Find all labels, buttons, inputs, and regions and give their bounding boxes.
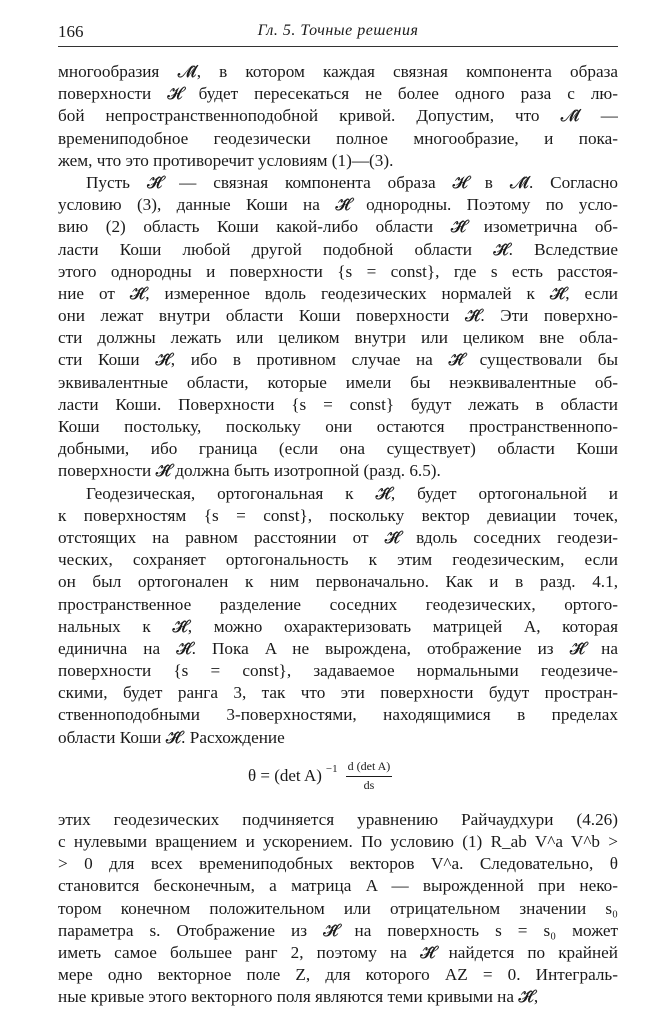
text-line: добными, ибо граница (если она существует) области Коши [58,439,618,459]
header-rule [58,46,618,47]
text-line: ласти Коши любой другой подобной области 𝓗̂. Вследствие [58,239,618,259]
formula-lhs: θ = (det A) [248,765,322,785]
text-line: нальных к 𝓗̂, можно охарактеризовать матрицей A, которая [58,616,618,636]
formula-numerator: d (det A) [346,759,393,777]
page-body [58,61,618,1009]
text-line: поверхности {s = const}, задаваемое нормальными геодезиче- [58,661,618,681]
text-line: единична на 𝓗̂. Пока A не вырождена, отображение из 𝓗̂ на [58,638,618,658]
text-line: к поверхностям {s = const}, поскольку вектор девиации точек, [58,505,618,525]
text-line: сти должны лежать или целиком внутри или целиком вне обла- [58,328,618,348]
text-line: бой непространственноподобной кривой. Допустим, что 𝓜̂ — [58,106,618,126]
text-line: становится бесконечным, а матрица A — вырожденной при неко- [58,876,618,896]
text-line: вию (2) область Коши какой-либо области 𝓗̂ изометрична об- [58,217,618,237]
text-line: > 0 для всех времениподобных векторов V^a. Следовательно, θ [58,854,618,874]
text-line: он был ортогонален к ним первоначально. Как и в разд. 4.1, [58,572,618,592]
text-line: сти Коши 𝓗̂, ибо в противном случае на 𝓗̂ существовали бы [58,350,618,370]
text-line: они лежат внутри области Коши поверхности 𝓗̂. Эти поверхно- [58,306,618,326]
text-line: тором конечном положительном или отрицательном значении s₀ [58,898,618,918]
text-line: параметра s. Отображение из 𝓗̂ на поверхность s = s₀ может [58,920,618,940]
text-line: Пусть 𝓗̂ — связная компонента образа 𝓗 в 𝓜̂. Согласно [86,172,618,192]
text-line: Геодезическая, ортогональная к 𝓗̂, будет ортогональной и [86,483,618,503]
text-line: иметь самое большее ранг 2, поэтому на 𝓗̂ найдется по крайней [58,942,618,962]
text-line: ческих, сохраняет ортогональность к этим геодезическим, если [58,550,618,570]
formula-block [58,749,618,809]
text-line: ласти Коши. Поверхности {s = const} будут лежать в области [58,394,618,414]
text-line: эквивалентные области, которые имели бы неэквивалентные об- [58,372,618,392]
page-header [58,22,618,46]
text-line: мере одно векторное поле Z, для которого AZ = 0. Интеграль- [58,965,618,985]
text-line: пространственное разделение соседних геодезических, ортого- [58,594,618,614]
text-line: поверхности 𝓗 будет пересекаться не более одного раза с лю- [58,84,618,104]
text-line: ные кривые этого векторного поля являются теми кривыми на 𝓗̂, [58,987,539,1007]
text-line: времениподобное геодезически полное многообразие, и пока- [58,128,618,148]
formula-denominator: ds [363,777,375,792]
divergence-formula [248,759,392,793]
text-line: многообразия 𝓜̂, в котором каждая связная компонента образа [58,62,618,81]
text-line: ние от 𝓗̂, измеренное вдоль геодезических нормалей к 𝓗̂, если [58,283,618,303]
text-line: этих геодезических подчиняется уравнению Райчаудхури (4.26) [58,809,618,829]
page-number: 166 [58,22,84,41]
text-line: условию (3), данные Коши на 𝓗̂ однородны. Поэтому по усло- [58,195,618,215]
formula-exponent: −1 [325,762,338,775]
text-line: ственноподобными 3-поверхностями, находящимися в пределах [58,705,618,725]
text-line: поверхности 𝓗̂ должна быть изотропной (разд. 6.5). [58,461,441,481]
text-line: области Коши 𝓗̂. Расхождение [58,727,285,747]
text-line: с нулевыми вращением и ускорением. По условию (1) R_ab V^a V^b > [58,832,618,851]
text-line: скими, будет ранга 3, так что эти поверхности будут простран- [58,683,618,703]
text-line: Коши постольку, поскольку они остаются пространственнопо- [58,417,618,436]
running-title: Гл. 5. Точные решения [257,22,419,39]
text-line: отстоящих на равном расстоянии от 𝓗̂ вдоль соседних геодези- [58,527,618,547]
formula-fraction [346,759,393,793]
text-line: этого однородны и поверхности {s = const}, где s есть расстоя- [58,261,618,281]
text-line: жем, что это противоречит условиям (1)—(3). [58,150,394,170]
